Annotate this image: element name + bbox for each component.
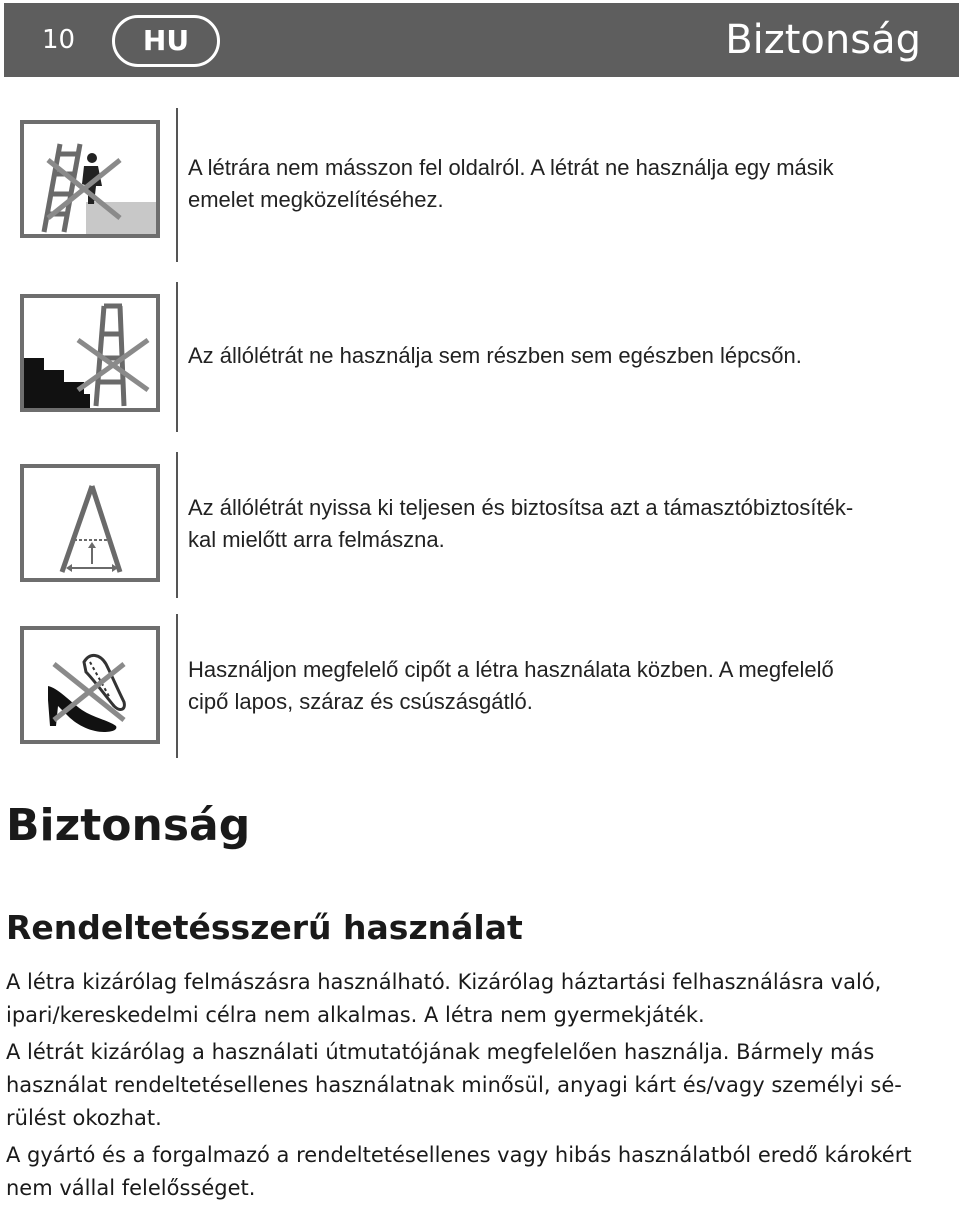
- stepladder-fully-open-icon: [20, 464, 160, 582]
- stepladder-on-stairs-prohibited-icon: [20, 294, 160, 412]
- warning-text-line: Használjon megfelelő cipőt a létra használata közben. A megfelelő: [188, 657, 834, 682]
- warning-text-line: A létrára nem másszon fel oldalról. A létrát ne használja egy másik: [188, 155, 834, 180]
- paragraph-line: nem vállal felelősséget.: [6, 1176, 256, 1200]
- header-title: Biztonság: [725, 17, 921, 63]
- ladder-side-climb-prohibited-icon: [20, 120, 160, 238]
- warning-divider: [176, 282, 178, 432]
- warning-text: [188, 340, 938, 372]
- warning-divider: [176, 614, 178, 758]
- warning-text-line: emelet megközelítéséhez.: [188, 187, 444, 212]
- improper-footwear-prohibited-icon: [20, 626, 160, 744]
- warning-text: [188, 492, 938, 556]
- section-subtitle: Rendeltetésszerű használat: [6, 908, 523, 947]
- warning-divider: [176, 452, 178, 598]
- body-paragraph: [6, 1139, 956, 1205]
- warning-text-line: cipő lapos, száraz és csúszásgátló.: [188, 689, 533, 714]
- paragraph-line: A létra kizárólag felmászásra használható. Kizárólag háztartási felhasználásra való,: [6, 970, 882, 994]
- warning-text-line: kal mielőtt arra felmászna.: [188, 527, 445, 552]
- warning-text-line: Az állólétrát ne használja sem részben sem egészben lépcsőn.: [188, 343, 802, 368]
- language-badge: HU: [112, 15, 220, 67]
- page-number: 10: [42, 25, 76, 55]
- warning-text: [188, 654, 938, 718]
- page-header: [4, 3, 959, 77]
- body-paragraph: [6, 1036, 956, 1135]
- paragraph-line: A létrát kizárólag a használati útmutatójának megfelelően használja. Bármely más: [6, 1040, 875, 1064]
- paragraph-line: ipari/kereskedelmi célra nem alkalmas. A létra nem gyermekjáték.: [6, 1003, 705, 1027]
- warning-text-line: Az állólétrát nyissa ki teljesen és biztosítsa azt a támasztóbiztosíték-: [188, 495, 854, 520]
- paragraph-line: használat rendeltetésellenes használatnak minősül, anyagi kárt és/vagy személyi sé-: [6, 1073, 902, 1097]
- warning-text: [188, 152, 938, 216]
- section-title: Biztonság: [6, 800, 251, 851]
- paragraph-line: A gyártó és a forgalmazó a rendeltetésellenes vagy hibás használatból eredő károkért: [6, 1143, 912, 1167]
- warning-divider: [176, 108, 178, 262]
- body-paragraph: [6, 966, 956, 1032]
- paragraph-line: rülést okozhat.: [6, 1106, 162, 1130]
